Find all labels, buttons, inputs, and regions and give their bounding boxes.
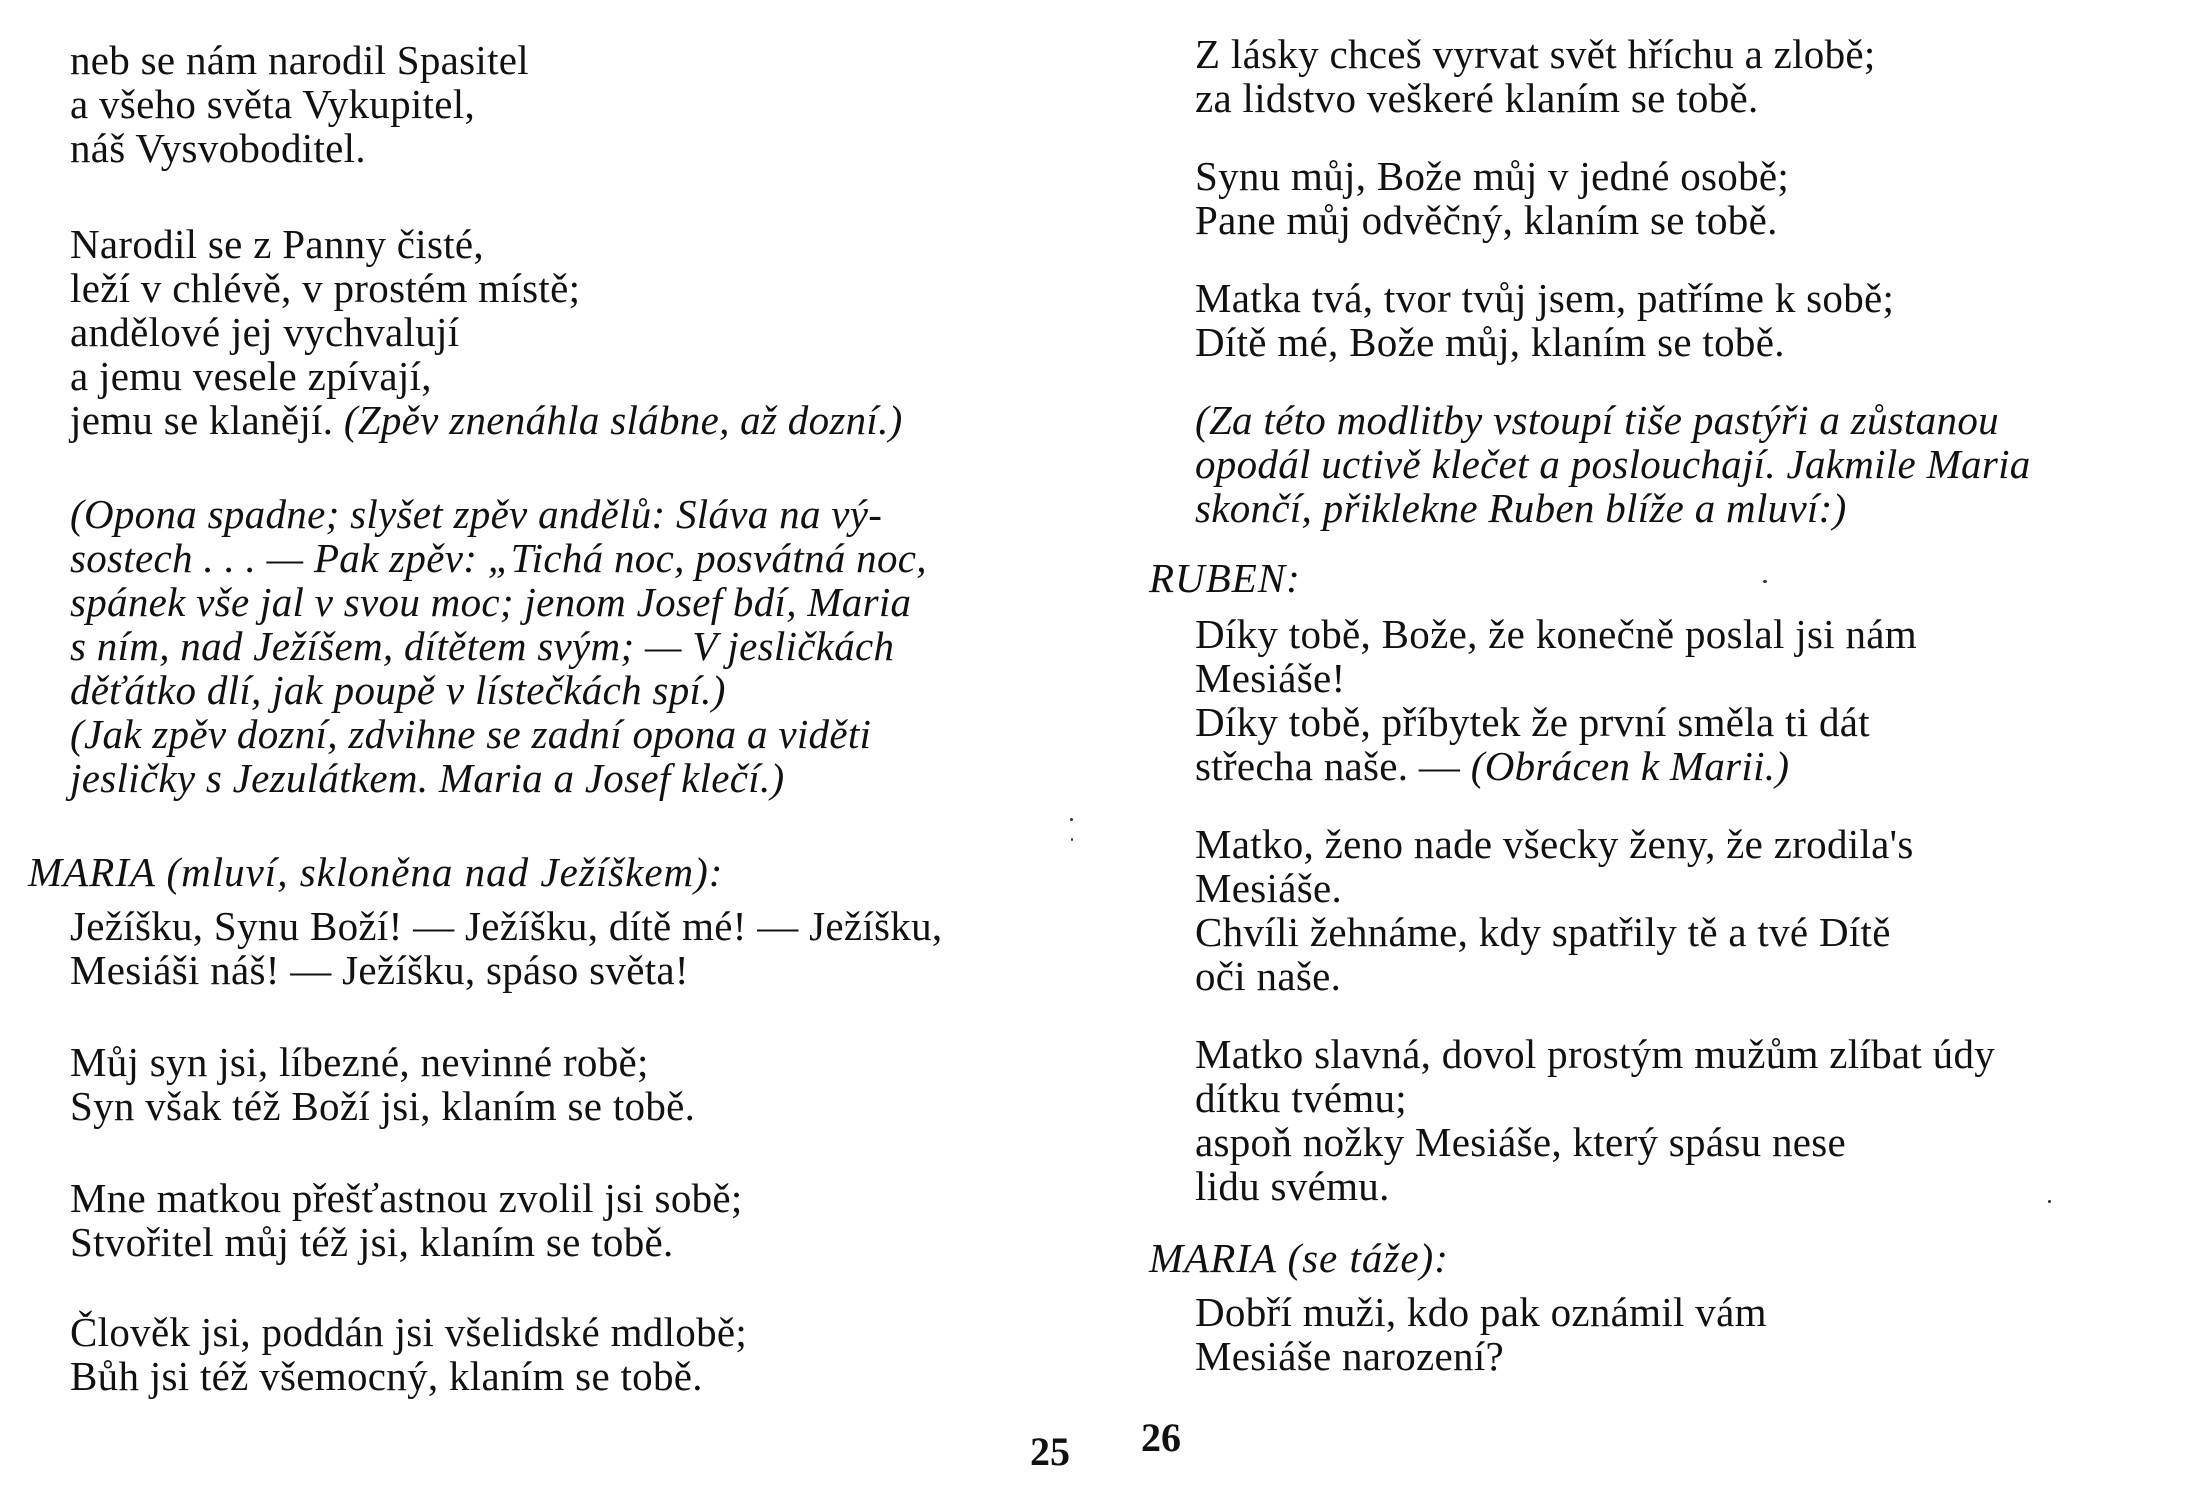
speech-line: Ježíšku, Synu Boží! — Ježíšku, dítě mé! — Ježíšku, xyxy=(70,903,943,949)
print-speck xyxy=(2048,1200,2051,1203)
verse-line: neb se nám narodil Spasitel xyxy=(70,37,529,83)
speech-line: aspoň nožky Mesiáše, který spásu nese xyxy=(1195,1119,1847,1165)
stage-direction-line: děťátko dlí, jak poupě v lístečkách spí.) xyxy=(70,667,726,713)
speech-line: Pane můj odvěčný, klaním se tobě. xyxy=(1195,197,1778,243)
speech-line: Dítě mé, Bože můj, klaním se tobě. xyxy=(1195,319,1785,365)
verse-text: jemu se klanějí. xyxy=(70,397,334,443)
print-speck xyxy=(1071,838,1073,841)
speech-line: Dobří muži, kdo pak oznámil vám xyxy=(1195,1289,1767,1335)
stage-direction-line: (Za této modlitby vstoupí tiše pastýři a zůstanou xyxy=(1195,397,1999,443)
speaker-heading: MARIA (se táže): xyxy=(1149,1235,1449,1281)
speech-line: Mesiáše. xyxy=(1195,865,1343,911)
speech-line: Bůh jsi též všemocný, klaním se tobě. xyxy=(70,1353,703,1399)
stage-direction: (Obrácen k Marii.) xyxy=(1470,743,1790,789)
speech-line: Díky tobě, Bože, že konečně poslal jsi nám xyxy=(1195,611,1917,657)
speech-line: Mne matkou přešťastnou zvolil jsi sobě; xyxy=(70,1175,743,1221)
speech-line: Syn však též Boží jsi, klaním se tobě. xyxy=(70,1083,696,1129)
stage-direction-line: (Jak zpěv dozní, zdvihne se zadní opona a viděti xyxy=(70,711,872,757)
speech-line: Matko, ženo nade všecky ženy, že zrodila's xyxy=(1195,821,1914,867)
speech-line: Mesiáši náš! — Ježíšku, spáso světa! xyxy=(70,947,689,993)
stage-direction: (Zpěv znenáhla slábne, až dozní.) xyxy=(343,397,903,443)
page-number: 25 xyxy=(1030,1429,1070,1474)
speech-line: za lidstvo veškeré klaním se tobě. xyxy=(1195,75,1759,121)
verse-line: náš Vysvoboditel. xyxy=(70,125,366,171)
speaker-heading: MARIA (mluví, skloněna nad Ježíškem): xyxy=(28,849,724,895)
speech-line: oči naše. xyxy=(1195,953,1342,999)
speech-text: střecha naše. — xyxy=(1195,743,1461,789)
print-speck xyxy=(1070,818,1073,821)
stage-direction-line: jesličky s Jezulátkem. Maria a Josef klečí.) xyxy=(70,755,785,801)
print-speck xyxy=(1763,580,1767,583)
speech-line: Chvíli žehnáme, kdy spatřily tě a tvé Dítě xyxy=(1195,909,1891,955)
speech-line xyxy=(1195,744,1789,788)
stage-direction-line: s ním, nad Ježíšem, dítětem svým; — V jesličkách xyxy=(70,623,895,669)
speech-line: Synu můj, Bože můj v jedné osobě; xyxy=(1195,153,1790,199)
verse-line: a všeho světa Vykupitel, xyxy=(70,81,475,127)
page-number: 26 xyxy=(1141,1415,1181,1460)
verse-line xyxy=(70,398,903,442)
verse-line: leží v chlévě, v prostém místě; xyxy=(70,265,581,311)
verse-line: Narodil se z Panny čisté, xyxy=(70,221,484,267)
speech-line: lidu svému. xyxy=(1195,1163,1390,1209)
speech-line: Můj syn jsi, líbezné, nevinné robě; xyxy=(70,1039,649,1085)
speech-line: Díky tobě, příbytek že první směla ti dát xyxy=(1195,699,1870,745)
speech-line: Matko slavná, dovol prostým mužům zlíbat údy xyxy=(1195,1031,1996,1077)
stage-direction-line: skončí, přiklekne Ruben blíže a mluví:) xyxy=(1195,485,1847,531)
speech-line: Člověk jsi, poddán jsi všelidské mdlobě; xyxy=(70,1309,748,1355)
stage-direction-line: spánek vše jal v svou moc; jenom Josef bdí, Maria xyxy=(70,579,912,625)
speech-line: Mesiáše! xyxy=(1195,655,1346,701)
verse-line: a jemu vesele zpívají, xyxy=(70,353,432,399)
stage-direction-line: opodál uctivě klečet a poslouchají. Jakmile Maria xyxy=(1195,441,2031,487)
verse-line: andělové jej vychvalují xyxy=(70,309,460,355)
speech-line: Z lásky chceš vyrvat svět hříchu a zlobě; xyxy=(1195,31,1876,77)
speech-line: Stvořitel můj též jsi, klaním se tobě. xyxy=(70,1219,674,1265)
speech-line: dítku tvému; xyxy=(1195,1075,1408,1121)
speech-line: Mesiáše narození? xyxy=(1195,1333,1505,1379)
stage-direction-line: sostech . . . — Pak zpěv: „Tichá noc, posvátná noc, xyxy=(70,535,927,581)
stage-direction-line: (Opona spadne; slyšet zpěv andělů: Sláva na vý- xyxy=(70,491,883,537)
speech-line: Matka tvá, tvor tvůj jsem, patříme k sobě; xyxy=(1195,275,1895,321)
right-page xyxy=(1105,0,2210,1500)
speaker-heading: RUBEN: xyxy=(1149,555,1301,601)
